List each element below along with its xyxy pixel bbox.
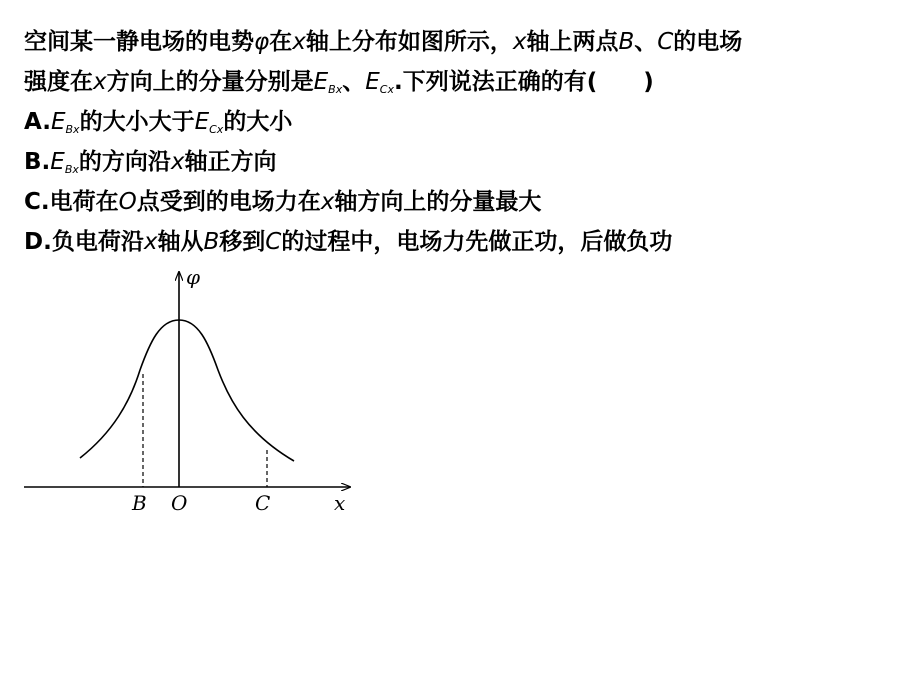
point-o-label: O: [171, 491, 188, 515]
text: 轴方向上的分量最大: [334, 189, 542, 215]
text: 的方向沿: [78, 149, 171, 175]
text: 、: [634, 29, 658, 55]
option-b: [24, 142, 904, 182]
subscript: Cx: [209, 123, 224, 136]
option-a: [24, 102, 904, 142]
x-axis-label: x: [334, 491, 346, 515]
e-symbol: E: [50, 149, 65, 175]
option-label: C.电荷在: [24, 189, 119, 215]
text: 的大小大于: [79, 109, 195, 135]
option-label: D.负电荷沿: [24, 229, 144, 255]
e-symbol: E: [194, 109, 210, 135]
c-symbol: C: [265, 229, 282, 255]
text: 的过程中，电场力先做正功，后做负功: [281, 229, 673, 255]
question-line-2: [24, 62, 904, 102]
b-symbol: B: [203, 229, 220, 255]
c-symbol: C: [657, 29, 674, 55]
b-symbol: B: [618, 29, 635, 55]
x-symbol: x: [512, 29, 527, 55]
text: 轴上分布如图所示，: [305, 29, 513, 55]
option-d: [24, 222, 904, 262]
subscript: Cx: [379, 83, 394, 96]
text: ): [643, 69, 654, 95]
text: 强度在: [24, 69, 93, 95]
text: 在: [269, 29, 293, 55]
x-symbol: x: [170, 149, 185, 175]
text: 轴正方向: [184, 149, 277, 175]
option-c: [24, 182, 904, 222]
question-line-1: [24, 22, 904, 62]
point-c-label: C: [255, 491, 271, 515]
text: .下列说法正确的有(: [393, 69, 598, 95]
x-symbol: x: [320, 189, 335, 215]
text: 轴从: [157, 229, 204, 255]
x-symbol: x: [292, 29, 306, 55]
x-symbol: x: [93, 69, 107, 95]
e-symbol: E: [365, 69, 380, 95]
phi-axis-label: φ: [186, 265, 201, 289]
subscript: Bx: [328, 83, 343, 96]
subscript: Bx: [64, 163, 79, 176]
point-b-label: B: [132, 491, 147, 515]
text: 点受到的电场力在: [136, 189, 321, 215]
text: 的电场: [673, 29, 743, 55]
text: 的大小: [223, 109, 293, 135]
x-symbol: x: [143, 229, 158, 255]
text: 、: [342, 69, 366, 95]
option-label: B.: [24, 149, 51, 175]
e-symbol: E: [50, 109, 66, 135]
text: 空间某一静电场的电势: [24, 29, 254, 55]
text: 方向上的分量分别是: [106, 69, 314, 95]
text: 移到: [219, 229, 266, 255]
text: 轴上两点: [526, 29, 619, 55]
o-symbol: O: [118, 189, 137, 215]
option-label: A.: [24, 109, 51, 135]
potential-curve: [80, 320, 294, 461]
potential-graph: [18, 262, 358, 524]
subscript: Bx: [65, 123, 80, 136]
phi-symbol: φ: [254, 29, 270, 55]
question-text: [24, 22, 904, 262]
e-symbol: E: [313, 69, 329, 95]
